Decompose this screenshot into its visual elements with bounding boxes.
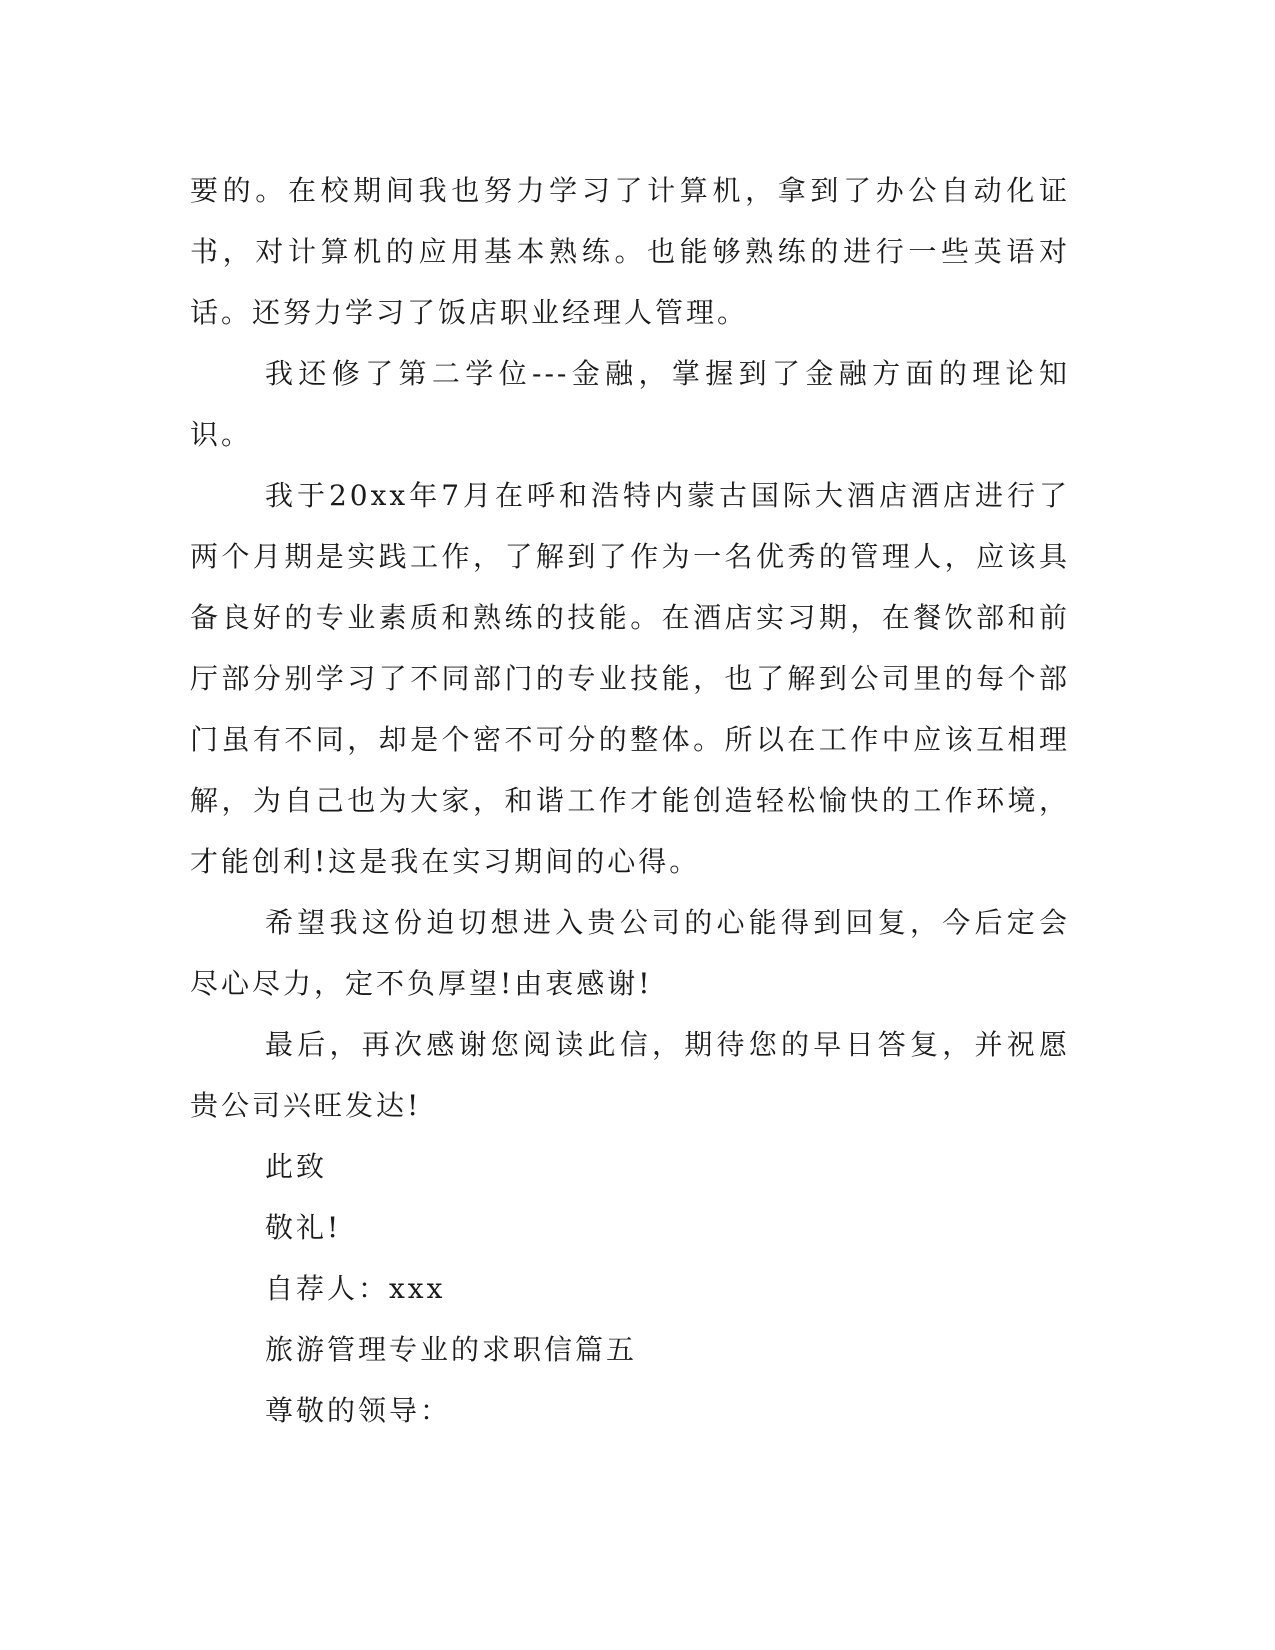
salute-line: 敬礼!	[265, 1211, 342, 1244]
paragraph-hope: 希望我这份迫切想进入贵公司的心能得到回复，今后定会尽心尽力，定不负厚望!由衷感谢!	[190, 906, 1070, 1000]
closing-line: 此致	[265, 1150, 328, 1183]
greeting-line: 尊敬的领导：	[265, 1394, 452, 1427]
paragraph-education: 要的。在校期间我也努力学习了计算机，拿到了办公自动化证书，对计算机的应用基本熟练。也能够熟练的进行一些英语对话。还努力学习了饭店职业经理人管理。	[190, 174, 1070, 329]
paragraph-second-degree: 我还修了第二学位---金融，掌握到了金融方面的理论知识。	[190, 357, 1070, 451]
paragraph-thanks: 最后，再次感谢您阅读此信，期待您的早日答复，并祝愿贵公司兴旺发达!	[190, 1028, 1070, 1122]
letter-body	[190, 160, 1070, 1441]
signature-line: 自荐人：xxx	[265, 1272, 446, 1305]
paragraph-internship: 我于20xx年7月在呼和浩特内蒙古国际大酒店酒店进行了两个月期是实践工作，了解到了作为一名优秀的管理人，应该具备良好的专业素质和熟练的技能。在酒店实习期，在餐饮部和前厅部分别学习了不同部门的专业技能，也了解到公司里的每个部门虽有不同，却是个密不可分的整体。所以在工作中应该互相理解，为自己也为大家，和谐工作才能创造轻松愉快的工作环境，才能创利!这是我在实习期间的心得。	[190, 479, 1070, 878]
section-title: 旅游管理专业的求职信篇五	[265, 1333, 638, 1366]
